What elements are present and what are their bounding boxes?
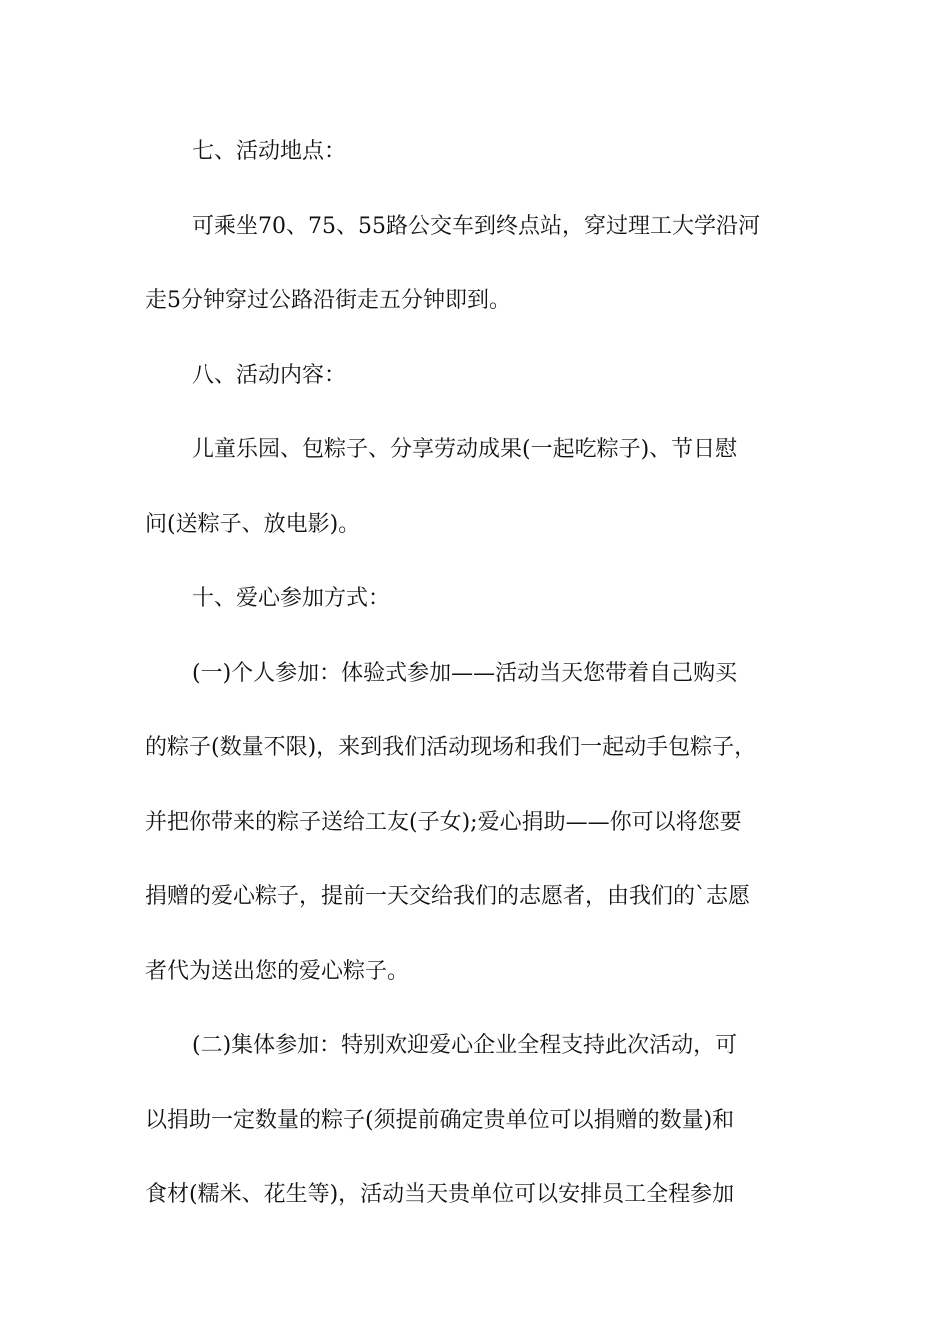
section-heading-content: 八、活动内容： xyxy=(192,363,347,388)
paragraph-line: 问(送粽子、放电影)。 xyxy=(145,512,361,537)
paragraph-line: 儿童乐园、包粽子、分享劳动成果(一起吃粽子)、节日慰 xyxy=(192,437,738,462)
paragraph-line: (二)集体参加：特别欢迎爱心企业全程支持此次活动，可 xyxy=(192,1033,738,1058)
paragraph-line: 捐赠的爱心粽子，提前一天交给我们的志愿者，由我们的`志愿 xyxy=(145,884,751,909)
paragraph-line: 可乘坐70、75、55路公交车到终点站，穿过理工大学沿河 xyxy=(192,214,760,239)
paragraph-line: (一)个人参加：体验式参加——活动当天您带着自己购买 xyxy=(192,661,738,686)
paragraph-line: 者代为送出您的爱心粽子。 xyxy=(145,959,410,984)
paragraph-line: 的粽子(数量不限)，来到我们活动现场和我们一起动手包粽子， xyxy=(145,735,757,760)
paragraph-line: 并把你带来的粽子送给工友(子女);爱心捐助——你可以将您要 xyxy=(145,810,742,835)
paragraph-line: 以捐助一定数量的粽子(须提前确定贵单位可以捐赠的数量)和 xyxy=(145,1108,735,1133)
section-heading-location: 七、活动地点： xyxy=(192,139,347,164)
paragraph-line: 走5分钟穿过公路沿街走五分钟即到。 xyxy=(145,288,511,313)
section-heading-participation: 十、爱心参加方式： xyxy=(192,586,391,611)
paragraph-line: 食材(糯米、花生等)，活动当天贵单位可以安排员工全程参加 xyxy=(145,1182,735,1207)
